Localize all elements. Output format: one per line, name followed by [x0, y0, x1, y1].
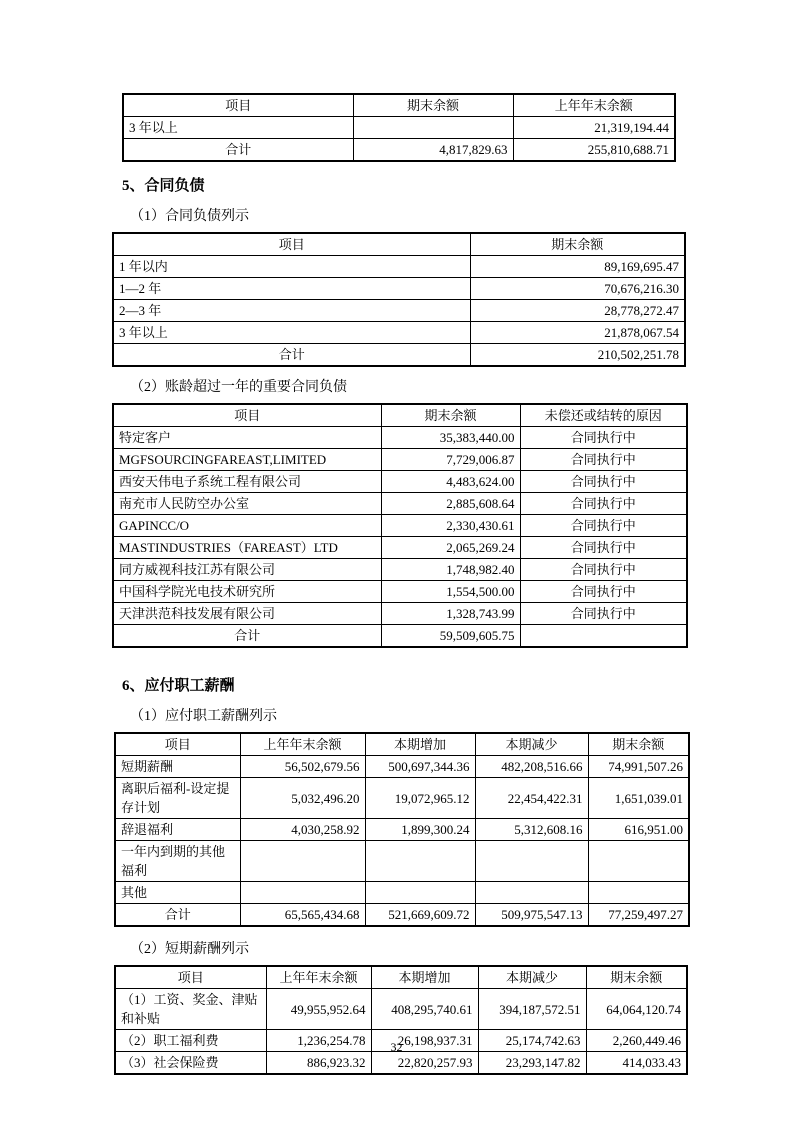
table-row [113, 449, 687, 471]
column-header: 本期增加 [371, 966, 478, 989]
value-cell: 5,032,496.20 [240, 778, 365, 819]
section-6-sub2-title: （2）短期薪酬列示 [130, 942, 249, 957]
value-cell: 2,065,269.24 [381, 537, 520, 559]
value-cell: 22,820,257.93 [371, 1052, 478, 1075]
item-cell: 合计 [113, 344, 470, 367]
column-header: 期末余额 [588, 733, 689, 756]
item-cell: MASTINDUSTRIES（FAREAST）LTD [113, 537, 381, 559]
table-row [115, 882, 689, 904]
value-cell: 56,502,679.56 [240, 756, 365, 778]
value-cell: 合同执行中 [520, 449, 687, 471]
value-cell: 521,669,609.72 [365, 904, 475, 927]
value-cell: 25,174,742.63 [478, 1030, 586, 1052]
section-5-title: 5、合同负债 [122, 178, 205, 194]
item-cell: 合计 [123, 139, 353, 162]
item-cell: 3 年以上 [113, 322, 470, 344]
value-cell: 70,676,216.30 [470, 278, 685, 300]
value-cell: 886,923.32 [266, 1052, 371, 1075]
table-row [113, 344, 685, 367]
table-row [113, 515, 687, 537]
table-row [115, 989, 687, 1030]
value-cell: 210,502,251.78 [470, 344, 685, 367]
table-row [113, 427, 687, 449]
contract-liabilities-table [112, 232, 686, 367]
column-header: 上年年末余额 [513, 94, 675, 117]
column-header: 项目 [115, 733, 240, 756]
item-cell: 3 年以上 [123, 117, 353, 139]
item-cell: 辞退福利 [115, 819, 240, 841]
section-6-title: 6、应付职工薪酬 [122, 678, 235, 694]
table-row [123, 117, 675, 139]
page-number: 32 [390, 1040, 403, 1054]
value-cell: 28,778,272.47 [470, 300, 685, 322]
table-row [115, 819, 689, 841]
value-cell: 2,885,608.64 [381, 493, 520, 515]
table-row [113, 471, 687, 493]
value-cell: 1,554,500.00 [381, 581, 520, 603]
value-cell: 21,878,067.54 [470, 322, 685, 344]
item-cell: 南充市人民防空办公室 [113, 493, 381, 515]
table-header-row [113, 233, 685, 256]
value-cell [520, 625, 687, 648]
value-cell: 74,991,507.26 [588, 756, 689, 778]
table-row [113, 493, 687, 515]
value-cell: 4,483,624.00 [381, 471, 520, 493]
item-cell: （2）职工福利费 [115, 1030, 266, 1052]
value-cell [240, 841, 365, 882]
section-5-sub1-title: （1）合同负债列示 [130, 209, 249, 224]
column-header: 未偿还或结转的原因 [520, 404, 687, 427]
value-cell: 19,072,965.12 [365, 778, 475, 819]
short-term-compensation-table [114, 965, 688, 1075]
value-cell: 509,975,547.13 [475, 904, 588, 927]
column-header: 项目 [115, 966, 266, 989]
value-cell: 65,565,434.68 [240, 904, 365, 927]
value-cell: 22,454,422.31 [475, 778, 588, 819]
value-cell [365, 841, 475, 882]
value-cell: 5,312,608.16 [475, 819, 588, 841]
item-cell: （1）工资、奖金、津贴和补贴 [115, 989, 266, 1030]
item-cell: 离职后福利-设定提存计划 [115, 778, 240, 819]
value-cell: 414,033.43 [586, 1052, 687, 1075]
value-cell: 合同执行中 [520, 427, 687, 449]
table-row [113, 300, 685, 322]
column-header: 期末余额 [586, 966, 687, 989]
value-cell: 500,697,344.36 [365, 756, 475, 778]
item-cell: 中国科学院光电技术研究所 [113, 581, 381, 603]
table-row [113, 322, 685, 344]
value-cell: 合同执行中 [520, 515, 687, 537]
table-header-row [113, 404, 687, 427]
column-header: 项目 [113, 233, 470, 256]
table-row [115, 756, 689, 778]
item-cell: 短期薪酬 [115, 756, 240, 778]
table-row [115, 778, 689, 819]
column-header: 本期增加 [365, 733, 475, 756]
item-cell: 同方威视科技江苏有限公司 [113, 559, 381, 581]
aging-tail-table [122, 93, 676, 162]
value-cell: 26,198,937.31 [371, 1030, 478, 1052]
value-cell: 59,509,605.75 [381, 625, 520, 648]
value-cell [475, 841, 588, 882]
item-cell: GAPINCC/O [113, 515, 381, 537]
value-cell [588, 882, 689, 904]
value-cell: 4,030,258.92 [240, 819, 365, 841]
table-row [113, 537, 687, 559]
employee-compensation-table [114, 732, 690, 927]
value-cell: 2,260,449.46 [586, 1030, 687, 1052]
item-cell: （3）社会保险费 [115, 1052, 266, 1075]
table-row [113, 256, 685, 278]
value-cell: 616,951.00 [588, 819, 689, 841]
item-cell: 特定客户 [113, 427, 381, 449]
value-cell: 1,899,300.24 [365, 819, 475, 841]
table-header-row [115, 966, 687, 989]
value-cell [365, 882, 475, 904]
value-cell: 49,955,952.64 [266, 989, 371, 1030]
item-cell: 西安天伟电子系统工程有限公司 [113, 471, 381, 493]
value-cell: 合同执行中 [520, 559, 687, 581]
item-cell: 一年内到期的其他福利 [115, 841, 240, 882]
value-cell: 23,293,147.82 [478, 1052, 586, 1075]
table-row [113, 603, 687, 625]
value-cell: 合同执行中 [520, 471, 687, 493]
value-cell: 4,817,829.63 [353, 139, 513, 162]
column-header: 期末余额 [470, 233, 685, 256]
value-cell: 89,169,695.47 [470, 256, 685, 278]
value-cell: 21,319,194.44 [513, 117, 675, 139]
value-cell: 394,187,572.51 [478, 989, 586, 1030]
item-cell: MGFSOURCINGFAREAST,LIMITED [113, 449, 381, 471]
value-cell [353, 117, 513, 139]
table-row [115, 904, 689, 927]
value-cell [588, 841, 689, 882]
item-cell: 天津洪范科技发展有限公司 [113, 603, 381, 625]
item-cell: 合计 [115, 904, 240, 927]
column-header: 项目 [123, 94, 353, 117]
item-cell: 其他 [115, 882, 240, 904]
value-cell: 合同执行中 [520, 603, 687, 625]
column-header: 期末余额 [353, 94, 513, 117]
value-cell: 合同执行中 [520, 537, 687, 559]
table-row [113, 581, 687, 603]
table-row [113, 559, 687, 581]
table-header-row [115, 733, 689, 756]
value-cell: 408,295,740.61 [371, 989, 478, 1030]
item-cell: 合计 [113, 625, 381, 648]
table-row [115, 841, 689, 882]
value-cell: 64,064,120.74 [586, 989, 687, 1030]
value-cell: 35,383,440.00 [381, 427, 520, 449]
value-cell: 482,208,516.66 [475, 756, 588, 778]
value-cell: 合同执行中 [520, 581, 687, 603]
value-cell [240, 882, 365, 904]
value-cell [475, 882, 588, 904]
table-row [113, 625, 687, 648]
value-cell: 2,330,430.61 [381, 515, 520, 537]
item-cell: 1—2 年 [113, 278, 470, 300]
column-header: 期末余额 [381, 404, 520, 427]
section-6-sub1-title: （1）应付职工薪酬列示 [130, 709, 277, 724]
value-cell: 255,810,688.71 [513, 139, 675, 162]
column-header: 本期减少 [478, 966, 586, 989]
section-5-sub2-title: （2）账龄超过一年的重要合同负债 [130, 380, 347, 395]
value-cell: 7,729,006.87 [381, 449, 520, 471]
value-cell: 合同执行中 [520, 493, 687, 515]
value-cell: 1,651,039.01 [588, 778, 689, 819]
value-cell: 1,748,982.40 [381, 559, 520, 581]
table-row [123, 139, 675, 162]
value-cell: 1,236,254.78 [266, 1030, 371, 1052]
value-cell: 1,328,743.99 [381, 603, 520, 625]
table-header-row [123, 94, 675, 117]
column-header: 项目 [113, 404, 381, 427]
column-header: 本期减少 [475, 733, 588, 756]
column-header: 上年年末余额 [266, 966, 371, 989]
table-row [113, 278, 685, 300]
value-cell: 77,259,497.27 [588, 904, 689, 927]
column-header: 上年年末余额 [240, 733, 365, 756]
item-cell: 2—3 年 [113, 300, 470, 322]
item-cell: 1 年以内 [113, 256, 470, 278]
important-contract-liabilities-table [112, 403, 688, 648]
